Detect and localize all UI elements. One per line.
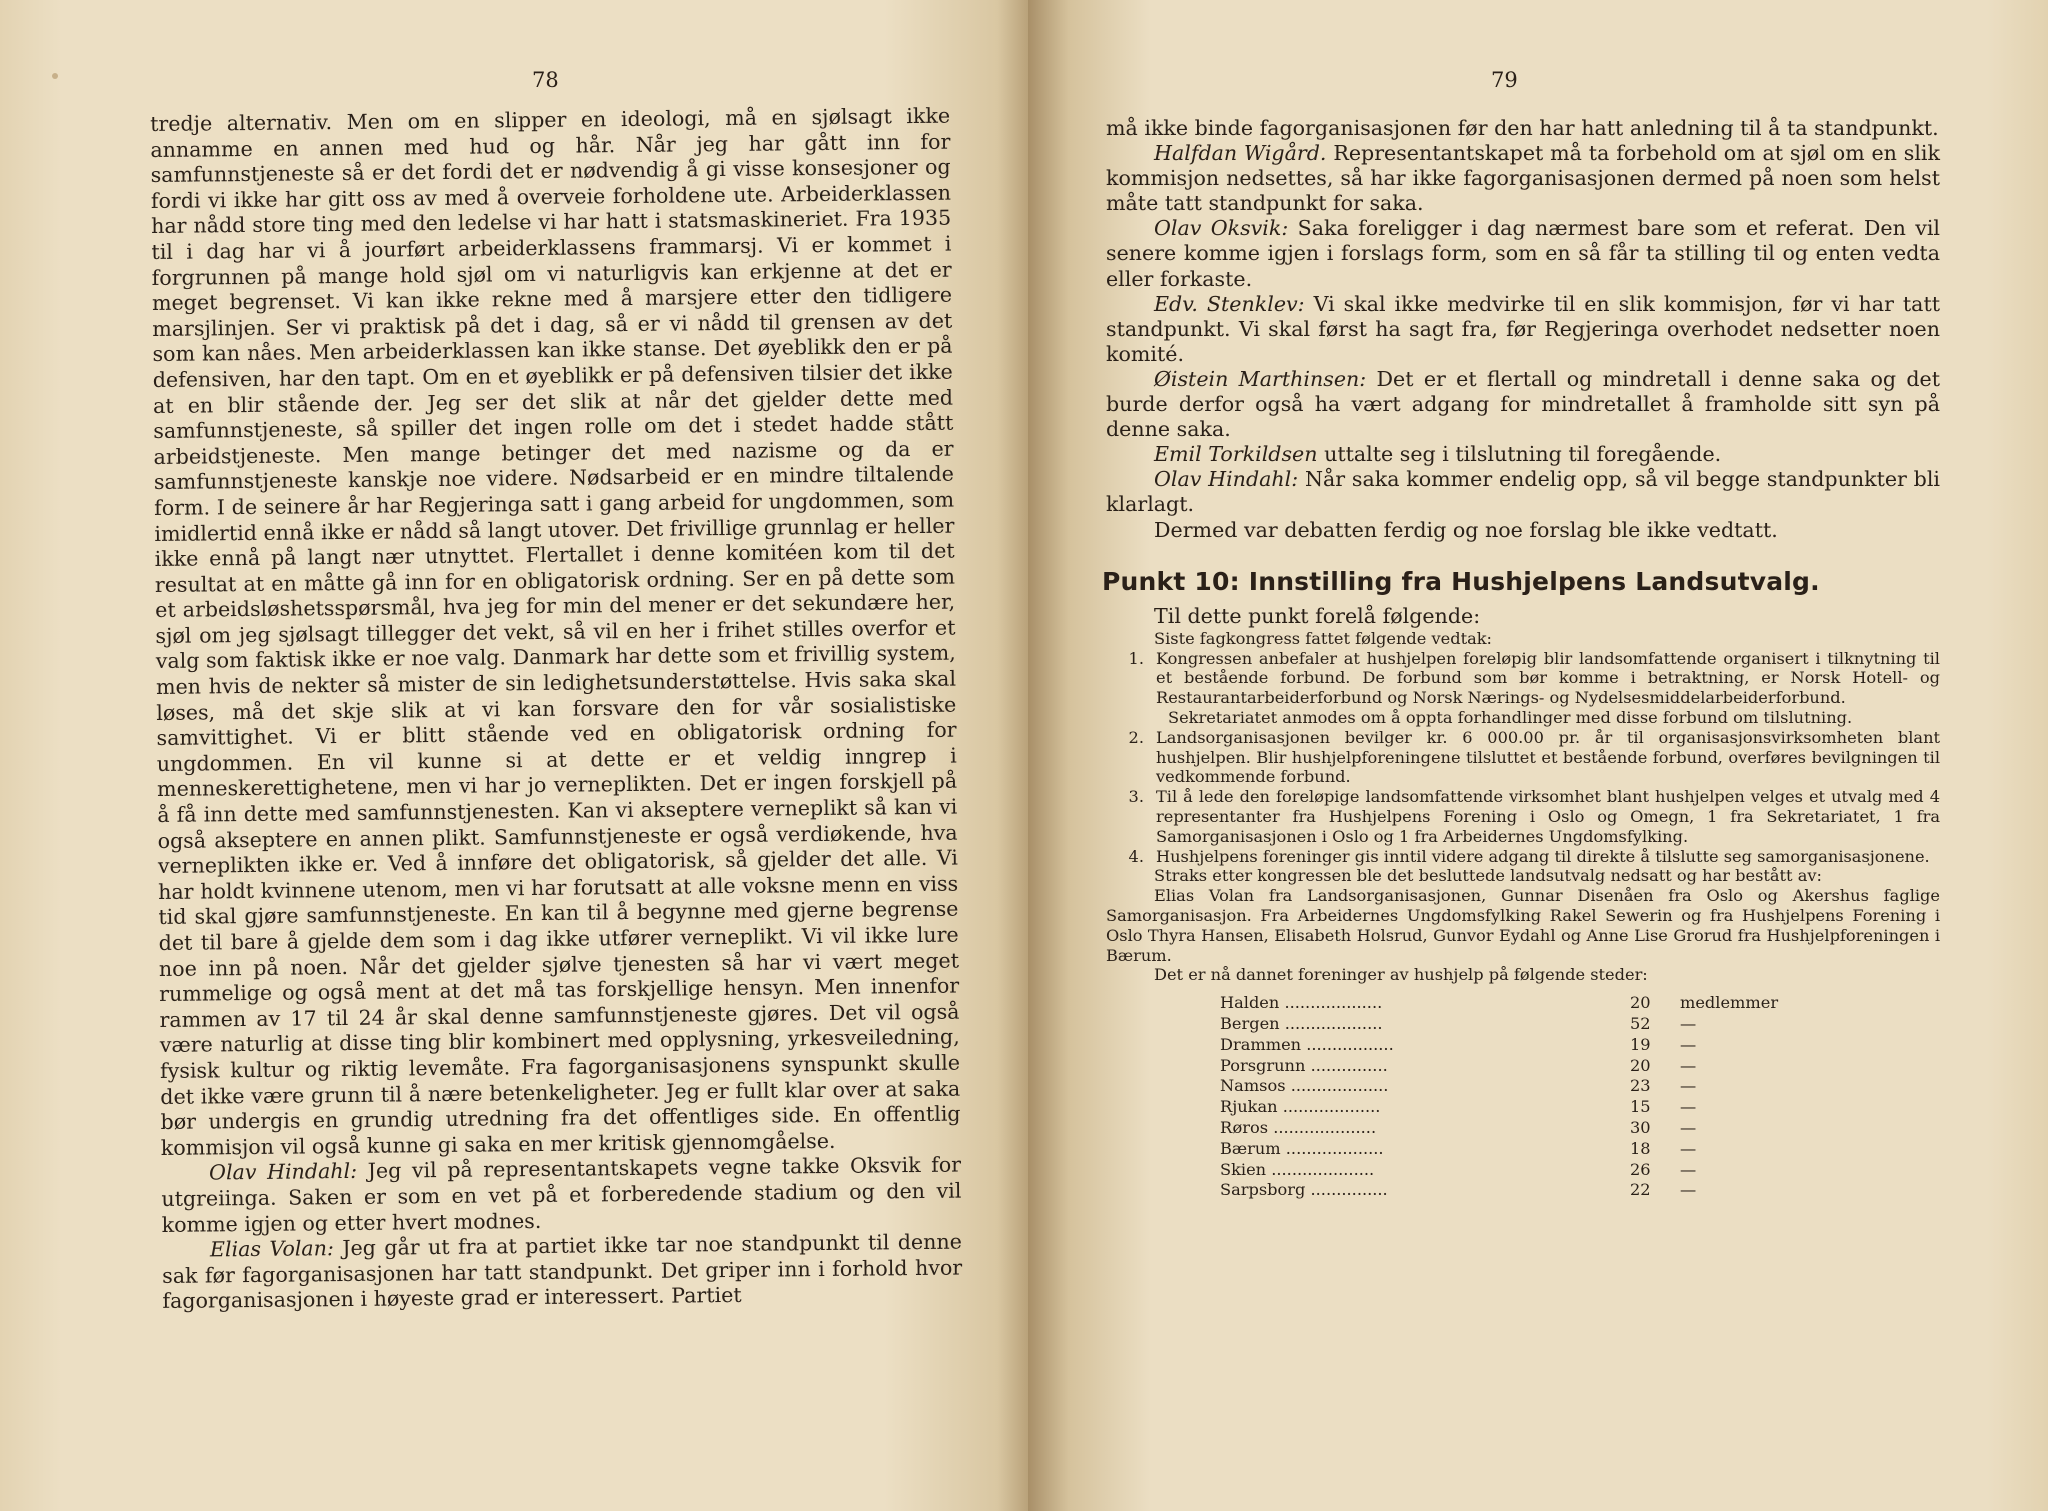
paragraph — [1106, 518, 1940, 543]
member-count: 20 — [1630, 1055, 1651, 1075]
table-row — [1220, 1097, 1820, 1118]
town-cell — [1220, 1180, 1630, 1201]
member-unit: — — [1680, 1034, 1697, 1054]
paragraph — [1106, 216, 1940, 291]
item-text: Landsorganisasjonen bevilger kr. 6 000.00 pr. år til organisasjonsvirksomheten blant hushjelpen. Blir hushjelpforeningene tilsluttet et bestående forbund, overføres bevilgningen til vedkommende forbund. — [1156, 727, 1940, 787]
leader-dots: ................... — [1284, 1013, 1383, 1033]
town-name: Bergen — [1220, 1013, 1280, 1033]
page-smudge — [52, 73, 58, 79]
member-count: 52 — [1630, 1013, 1651, 1033]
speaker-name: Øistein Marthinsen: — [1154, 366, 1367, 391]
member-count: 23 — [1630, 1076, 1651, 1096]
town-cell — [1220, 1097, 1630, 1118]
speaker-name: Halfdan Wigård. — [1154, 141, 1327, 166]
speaker-name: Olav Oksvik: — [1154, 216, 1289, 241]
table-row — [1220, 1139, 1820, 1160]
page-number: 79 — [1491, 68, 1518, 92]
vedtak-intro: Siste fagkongress fattet følgende vedtak: — [1154, 628, 1492, 648]
paragraph-text: uttalte seg i tilslutning til foregående. — [1324, 442, 1722, 467]
member-unit: — — [1680, 1117, 1697, 1137]
leader-dots: ................... — [1285, 1138, 1384, 1158]
paragraph-text: Representantskapet må ta forbehold om at sjøl om en slik kommisjon nedsettes, så har ikke fagorganisasjonen dermed på noen som helst måte tatt standpunkt for saka. — [1106, 141, 1940, 216]
member-unit: — — [1680, 1159, 1697, 1179]
leader-dots: ............... — [1310, 1055, 1388, 1075]
paragraph-text: tredje alternativ. Men om en slipper en ideologi, må en sjølsagt ikke annamme en annen med hud og hår. Når jeg har gått inn for samfunnstjeneste så er det fordi det er nødvendig å gi visse konsesjoner og fordi vi ikke har gitt oss av med å overveie forholdene ute. Arbeiderklassen har nådd store ting med den ledelse vi har hatt i statsmaskineriet. Fra 1935 til i dag har vi å jourført arbeiderklassens frammarsj. Vi er kommet i forgrunnen på mange hold sjøl om vi naturligvis kan erkjenne at det er meget begrenset. Vi kan ikke rekne med å marsjere etter den tidligere marsjlinjen. Ser vi praktisk på det i dag, så er vi nådd til grensen av det som kan nåes. Men arbeiderklassen kan ikke stanse. Det øyeblikk den er på defensiven, har den tapt. Om en et øyeblikk er på defensiven tilsier det ikke at en blir stående der. Jeg ser det slik at når det gjelder dette med samfunnstjeneste, så spiller det ingen rolle om det i stedet hadde stått arbeidstjeneste. Men mange betinger det med nazisme og da er samfunnstjeneste kanskje noe videre. Nødsarbeid er en mindre tiltalende form. I de seinere år har Regjeringa satt i gang arbeid for ungdommen, som imidlertid ennå ikke er nådd så langt utover. Det frivillige grunnlag er heller ikke ennå på langt nær utnyttet. Flertallet i denne komitéen kom til det resultat at en måtte gå inn for en obligatorisk ordning. Ser en på dette som et arbeidsløshetsspørsmål, hva jeg for min del mener er det sekundære her, sjøl om jeg sjølsagt tillegger det vekt, så vil en her i frihet stilles overfor et valg som faktisk ikke er noe valg. Danmark har dette som et frivillig system, men hvis de nekter så mister de sin ledighetsunderstøttelse. Hvis saka skal løses, må det skje slik at vi kan forsvare den for vår sosialistiske samvittighet. Vi er blitt stående ved en obligatorisk ordning for ungdommen. En vil kunne si at dette er et veldig inngrep i menneskerettighetene, men vi har jo verneplikten. Det er ingen forskjell på å få inn dette med samfunnstjenesten. Kan vi akseptere verneplikt så kan vi også akseptere en annen plikt. Samfunnstjeneste er også verdiøkende, hva verneplikten ikke er. Ved å innføre det obligatorisk, så gjelder det alle. Vi har holdt kvinnene utenom, men vi har forutsatt at alle voksne menn en viss tid skal gjøre samfunnstjeneste. En kan til å begynne med gjerne begrense det til bare å gjelde dem som i dag ikke utfører verneplikt. Vi vil ikke lure noe inn på noen. Når det gjelder sjølve tjenesten så har vi vært meget rummelige og også ment at det må tas forskjellige hensyn. Men innenfor rammen av 17 til 24 år skal denne samfunnstjeneste gjøres. Det vil også være naturlig at disse ting blir kombinert med opplysning, yrkesveiledning, fysisk kultur og riktig levemåte. Fra fagorganisasjonens synspunkt skulle det ikke være grunn til å nære betenkeligheter. Jeg er fullt klar over at saka bør undergis en grundig utredning fra det offentliges side. En offentlig kommisjon vil også kunne gi saka en mer kritisk gjennomgåelse. — [150, 103, 961, 1160]
town-name: Skien — [1220, 1159, 1267, 1179]
member-count: 15 — [1630, 1097, 1651, 1117]
paragraph: Elias Volan fra Landsorganisasjonen, Gunnar Disenåen fra Oslo og Akershus faglige Samorganisasjon. Fra Arbeidernes Ungdomsfylking Rakel Sewerin og fra Hushjelpens Forening i Oslo Thyra Hansen, Elisabeth Holsrud, Gunvor Eydahl og Anne Lise Grorud fra Hushjelpforeningen i Bærum. — [1106, 886, 1940, 965]
town-name: Namsos — [1220, 1076, 1286, 1096]
speaker-name: Elias Volan: — [209, 1236, 334, 1262]
paragraph — [1106, 467, 1940, 517]
leader-dots: ................. — [1306, 1034, 1394, 1054]
member-unit: — — [1680, 1138, 1697, 1158]
table-row — [1220, 1160, 1820, 1181]
paragraph-text: må ikke binde fagorganisasjonen før den har hatt anledning til å ta standpunkt. — [1106, 116, 1939, 140]
speaker-name: Olav Hindahl: — [1154, 467, 1299, 492]
town-name: Bærum — [1220, 1138, 1281, 1158]
table-row — [1220, 993, 1820, 1014]
town-cell — [1220, 1160, 1630, 1181]
leader-dots: ............... — [1310, 1180, 1388, 1200]
section-heading: Punkt 10: Innstilling fra Hushjelpens Landsutvalg. — [1102, 566, 1820, 596]
leader-dots: ................... — [1284, 993, 1383, 1013]
paragraph-text: Vi skal ikke medvirke til en slik kommisjon, før vi har tatt standpunkt. Vi skal først ha sagt fra, før Regjeringa overhodet nedsetter noen komité. — [1106, 291, 1940, 366]
leader-dots: .................... — [1271, 1159, 1375, 1179]
town-cell — [1220, 1139, 1630, 1160]
town-name: Halden — [1220, 993, 1280, 1013]
town-cell — [1220, 1076, 1630, 1097]
leader-dots: ................... — [1290, 1076, 1389, 1096]
leader-dots: .................... — [1273, 1117, 1377, 1137]
paragraph-text: Når saka kommer endelig opp, så vil begge standpunkter bli klarlagt. — [1106, 467, 1940, 517]
speaker-name: Olav Hindahl: — [208, 1159, 358, 1185]
paragraph — [1106, 442, 1940, 467]
member-count: 20 — [1630, 993, 1651, 1013]
left-text-column — [150, 104, 963, 1315]
member-unit: medlemmer — [1680, 993, 1779, 1013]
towns-table — [1220, 993, 1820, 1201]
member-count: 18 — [1630, 1138, 1651, 1158]
table-row — [1220, 1118, 1820, 1139]
table-row — [1220, 1056, 1820, 1077]
item-number: 2. — [1128, 727, 1144, 747]
paragraph: Det er nå dannet foreninger av hushjelp på følgende steder: — [1154, 965, 1648, 985]
paragraph: Straks etter kongressen ble det besluttede landsutvalg nedsatt og har bestått av: — [1154, 866, 1822, 886]
list-item — [1106, 847, 1940, 867]
member-unit: — — [1680, 1076, 1697, 1096]
member-unit: — — [1680, 1055, 1697, 1075]
paragraph-text: Jeg vil på representantskapets vegne takke Oksvik for utgreiinga. Saken er som en vet på et forberedende stadium og den vil komme igjen og etter hvert modnes. — [161, 1152, 962, 1237]
town-name: Porsgrunn — [1220, 1055, 1306, 1075]
paragraph-text: Det er et flertall og mindretall i denne saka og det burde derfor også ha vært adgang for mindretallet å framholde sitt syn på denne saka. — [1106, 366, 1940, 442]
list-item-sub: Sekretariatet anmodes om å oppta forhandlinger med disse forbund om tilslutning. — [1168, 707, 1853, 727]
right-page — [1028, 0, 2048, 1511]
town-cell — [1220, 1035, 1630, 1056]
paragraph-text: Dermed var debatten ferdig og noe forslag ble ikke vedtatt. — [1154, 517, 1778, 542]
member-unit: — — [1680, 1180, 1697, 1200]
town-cell — [1220, 993, 1630, 1014]
table-row — [1220, 1076, 1820, 1097]
list-item — [1106, 728, 1940, 787]
paragraph — [1106, 116, 1940, 141]
leader-dots: ................... — [1282, 1097, 1381, 1117]
town-cell — [1220, 1056, 1630, 1077]
item-number: 3. — [1128, 787, 1144, 807]
speaker-name: Edv. Stenklev: — [1154, 291, 1305, 316]
paragraph-text: Saka foreligger i dag nærmest bare som et referat. Den vil senere komme igjen i forslags form, som en så får ta stilling til og enten vedta eller forkaste. — [1106, 216, 1941, 291]
town-name: Drammen — [1220, 1034, 1302, 1054]
right-text-column — [1102, 116, 1941, 1201]
town-cell — [1220, 1014, 1630, 1035]
member-count: 19 — [1630, 1034, 1651, 1054]
town-cell — [1220, 1118, 1630, 1139]
paragraph — [1106, 367, 1940, 442]
speaker-name: Emil Torkildsen — [1154, 442, 1318, 467]
item-text: Hushjelpens foreninger gis inntil videre adgang til direkte å tilslutte seg samorganisasjonene. — [1156, 846, 1930, 866]
table-row — [1220, 1035, 1820, 1056]
member-count: 22 — [1630, 1180, 1651, 1200]
table-row — [1220, 1180, 1820, 1201]
town-name: Sarpsborg — [1220, 1180, 1306, 1200]
paragraph-text: Jeg går ut fra at partiet ikke tar noe standpunkt til denne sak før fagorganisasjonen har tatt standpunkt. Det griper inn i forhold hvor fagorganisasjonen i høyeste grad er interessert. Partiet — [162, 1229, 963, 1314]
member-count: 30 — [1630, 1117, 1651, 1137]
town-name: Rjukan — [1220, 1097, 1278, 1117]
resolution-list — [1106, 649, 1940, 867]
paragraph — [150, 104, 961, 1162]
paragraph — [1106, 141, 1940, 216]
table-row — [1220, 1014, 1820, 1035]
paragraph — [162, 1230, 963, 1315]
member-unit: — — [1680, 1013, 1697, 1033]
list-item — [1106, 649, 1940, 708]
section-intro: Til dette punkt forelå følgende: — [1154, 603, 1481, 628]
town-name: Røros — [1220, 1117, 1269, 1137]
member-unit: — — [1680, 1097, 1697, 1117]
paragraph — [161, 1153, 962, 1238]
page-number: 78 — [532, 68, 559, 92]
item-text: Til å lede den foreløpige landsomfattende virksomhet blant hushjelpen velges et utvalg med 4 representanter fra Hushjelpens Forening i Oslo og Omegn, 1 fra Sekretariatet, 1 fra Samorganisasjonen i Oslo og 1 fra Arbeidernes Ungdomsfylking. — [1156, 787, 1940, 846]
item-number: 4. — [1128, 846, 1144, 866]
item-text: Kongressen anbefaler at hushjelpen foreløpig blir landsomfattende organisert i tilknytning til et bestående forbund. De forbund som bør komme i betraktning, er Norsk Hotell- og Restaurantarbeiderforbund og Norsk Nærings- og Nydelsesmiddelarbeiderforbund. — [1156, 648, 1940, 708]
member-count: 26 — [1630, 1159, 1651, 1179]
paragraph — [1106, 292, 1940, 367]
item-number: 1. — [1128, 648, 1144, 668]
list-item — [1106, 787, 1940, 846]
